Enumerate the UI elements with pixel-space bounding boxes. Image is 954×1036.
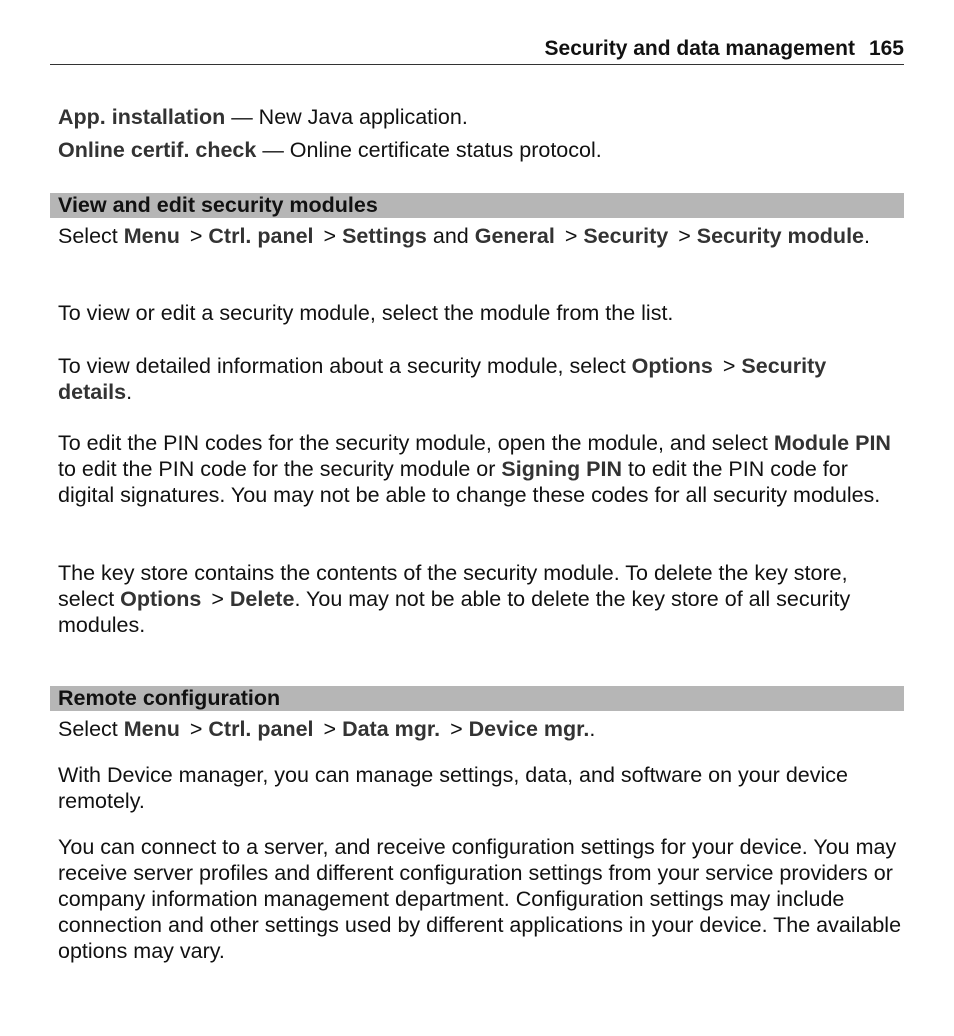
paragraph-pin-codes <box>58 430 904 508</box>
paragraph-detailed-info: To view detailed information about a security module, select Options > Security details. <box>58 354 827 404</box>
path-settings: Settings <box>342 224 427 248</box>
definition-term: App. installation <box>58 105 226 129</box>
path-end: . <box>864 224 870 248</box>
definition-term: Online certif. check <box>58 138 257 162</box>
path-ctrl-panel: Ctrl. panel <box>208 717 314 741</box>
paragraph-view-edit: To view or edit a security module, select the module from the list. <box>58 301 674 325</box>
definition-desc: — Online certificate status protocol. <box>256 138 602 162</box>
path-ctrl-panel: Ctrl. panel <box>208 224 314 248</box>
definition-app-installation <box>58 104 904 130</box>
path-security-details: Security details <box>58 354 827 404</box>
paragraph-text: to edit the PIN code for the security module or <box>58 457 502 481</box>
path-and: and <box>426 224 475 248</box>
paragraph-text: . You may not be able to delete the key store of all security modules. <box>58 587 851 637</box>
path-end: . <box>589 717 596 741</box>
menu-path-security-module: Select Menu > Ctrl. panel > Settings and General > Security > Security module. <box>58 224 870 248</box>
path-prefix: Select <box>58 224 124 248</box>
path-menu: Menu <box>123 224 180 248</box>
path-data-mgr: Data mgr. <box>342 717 441 741</box>
term-signing-pin: Signing PIN <box>501 457 623 481</box>
path-options: Options <box>631 354 713 378</box>
menu-path-device-manager: Select Menu > Ctrl. panel > Data mgr. > Device mgr.. <box>58 717 596 741</box>
path-end: . <box>126 380 133 404</box>
path-general: General <box>474 224 555 248</box>
page-header <box>50 34 904 64</box>
path-security: Security <box>583 224 669 248</box>
header-rule <box>50 64 904 65</box>
path-options: Options <box>120 587 202 611</box>
path-security-module: Security module <box>696 224 864 248</box>
paragraph-text: To view detailed information about a security module, select <box>58 354 632 378</box>
paragraph-text: to edit the PIN code for digital signatures. You may not be able to change these codes for all security modules. <box>58 457 881 507</box>
section-heading-security-modules: View and edit security modules <box>58 193 378 217</box>
definition-desc: — New Java application. <box>225 105 468 129</box>
section-heading-band <box>50 686 904 711</box>
term-module-pin: Module PIN <box>773 431 891 455</box>
path-menu: Menu <box>123 717 180 741</box>
path-prefix: Select <box>58 717 124 741</box>
paragraph-key-store: The key store contains the contents of the security module. To delete the key store, select Options > Delete. You may not be able to delete the key store of all security modules. <box>58 561 851 637</box>
section-heading-remote-configuration: Remote configuration <box>58 686 281 710</box>
path-device-mgr: Device mgr. <box>468 717 590 741</box>
section-title: Security and data management <box>544 37 855 60</box>
definition-online-certif-check <box>58 137 904 163</box>
section-heading-band <box>50 193 904 218</box>
paragraph-device-manager: With Device manager, you can manage settings, data, and software on your device remotely. <box>58 763 848 813</box>
paragraph-text: To edit the PIN codes for the security module, open the module, and select <box>58 431 774 455</box>
page-number: 165 <box>868 37 904 60</box>
paragraph-server-configuration: You can connect to a server, and receive configuration settings for your device. You may receive server profiles and different configuration settings from your service providers or company information management department. Configuration settings may include connection and other settings used by different applications in your device. The available options may vary. <box>58 835 902 963</box>
paragraph-text: The key store contains the contents of the security module. To delete the key store, select <box>58 561 848 611</box>
path-delete: Delete <box>229 587 295 611</box>
